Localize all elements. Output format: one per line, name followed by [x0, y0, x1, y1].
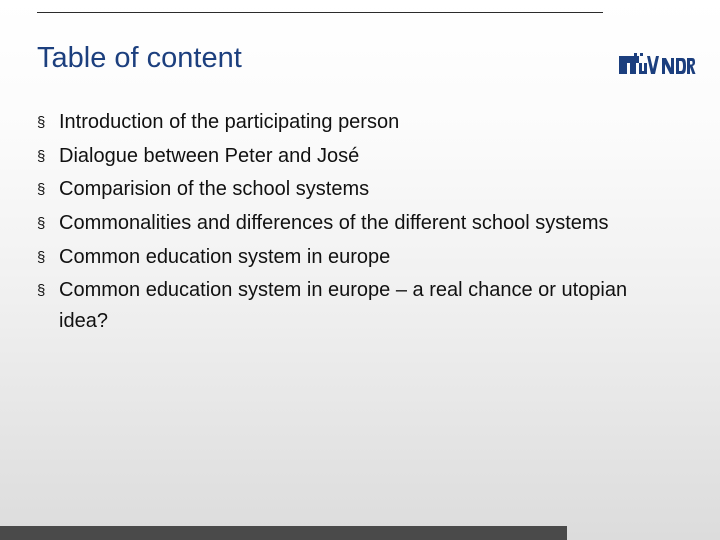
bullet-marker: §: [37, 147, 46, 165]
top-divider-line: [37, 12, 603, 13]
bullet-marker: §: [37, 282, 46, 299]
tuv-nord-logo: [616, 52, 696, 78]
list-item-text: Introduction of the participating person: [59, 111, 400, 133]
table-of-content-list: [37, 106, 677, 339]
list-item-text: Comparision of the school systems: [59, 178, 370, 200]
list-item: [37, 106, 677, 140]
list-item: [37, 173, 677, 207]
list-item-text: Common education system in europe – a real chance or utopian idea?: [59, 279, 628, 332]
list-item-text: Dialogue between Peter and José: [59, 144, 360, 167]
bullet-marker: §: [37, 214, 46, 232]
slide-title: Table of content: [37, 42, 242, 74]
list-item: [37, 140, 677, 174]
list-item: [37, 207, 677, 241]
bullet-marker: §: [37, 248, 46, 266]
list-item-text: Commonalities and differences of the different school systems: [59, 211, 609, 234]
list-item-text: Common education system in europe: [59, 245, 391, 268]
footer-bar: [0, 526, 567, 540]
list-item: [37, 274, 677, 339]
list-item: [37, 241, 677, 275]
bullet-marker: §: [37, 181, 46, 198]
bullet-marker: §: [37, 114, 46, 131]
